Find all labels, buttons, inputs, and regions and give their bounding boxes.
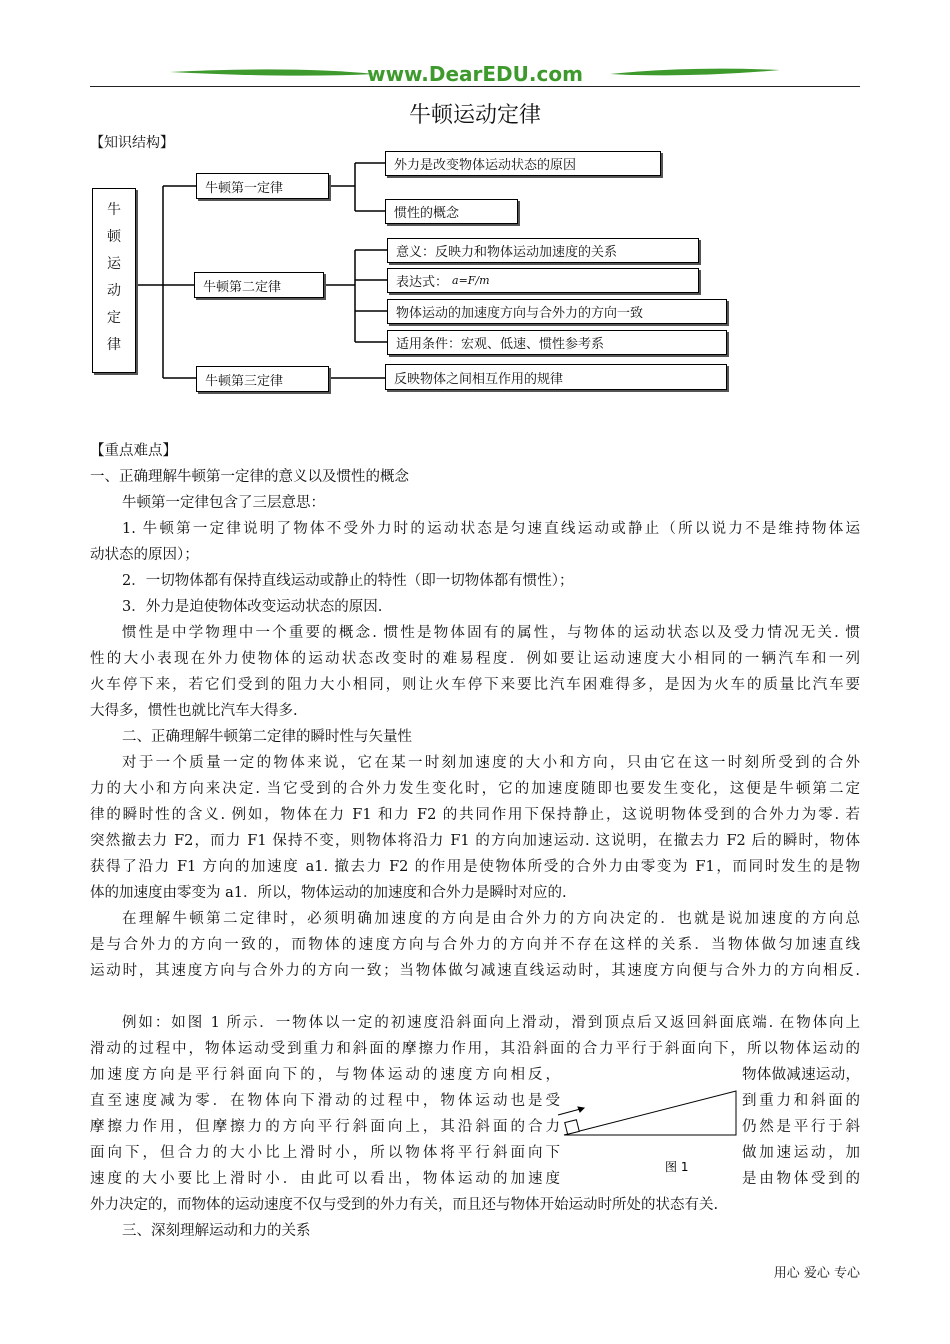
paragraph-line: 惯性是中学物理中一个重要的概念. 惯性是物体固有的属性，与物体的运动状态以及受力情况无关. 惯 [122, 625, 860, 641]
paragraph-line: 物体做减速运动， [742, 1067, 860, 1083]
node-law2-item: 物体运动的加速度方向与合外力的方向一致 [387, 299, 727, 324]
root-char: 牛 [107, 202, 121, 218]
node-law1-item: 外力是改变物体运动状态的原因 [385, 151, 661, 176]
node-law1-item: 惯性的概念 [385, 199, 518, 224]
paragraph-line: 外力决定的，而物体的运动速度不仅与受到的外力有关，而且还与物体开始运动时所处的状态有关. [90, 1197, 719, 1213]
paragraph: 动状态的原因）； [90, 547, 199, 563]
example-end [90, 1192, 860, 1244]
paragraph-line: 律的瞬时性的含义. 例如，物体在力 F1 和力 F2 的共同作用下保持静止，这说明物体受到的合外力为零. 若 [90, 807, 860, 823]
paragraph-line: 火车停下来，若它们受到的阻力大小相同，则让火车停下来要比汽车困难得多，是因为火车的质量比汽车要 [90, 677, 860, 693]
paragraph-line: 直至速度减为零．在物体向下滑动的过程中，物体运动也是受 [90, 1093, 560, 1109]
section-heading: 一、正确理解牛顿第一定律的意义以及惯性的概念 [90, 469, 409, 485]
key-section [90, 438, 860, 984]
structure-heading: 【知识结构】 [90, 135, 174, 151]
paragraph-line: 摩擦力作用，但摩擦力的方向平行斜面向上，其沿斜面的合力 [90, 1119, 560, 1135]
paragraph-line: 速度的大小要比上滑时小．由此可以看出，物体运动的加速度 [90, 1171, 560, 1187]
paragraph-line: 大得多，惯性也就比汽车大得多. [90, 703, 298, 719]
node-law3: 牛顿第三定律 [196, 366, 329, 392]
arrow-head [578, 1107, 584, 1112]
section-heading: 三、深刻理解运动和力的关系 [122, 1223, 311, 1239]
figure-1-incline [552, 1085, 742, 1180]
node-law2-item: 适用条件：宏观、低速、惯性参考系 [387, 330, 727, 355]
wrap-right-column [742, 1062, 860, 1192]
paragraph: 3．外力是迫使物体改变运动状态的原因. [122, 599, 383, 615]
paragraph-line: 对于一个质量一定的物体来说，它在某一时刻加速度的大小和方向，只由它在这一时刻所受到的合外 [122, 755, 860, 771]
formula: a=F/m [452, 274, 490, 287]
paragraph-line: 加速度方向是平行斜面向下的，与物体运动的速度方向相反， [90, 1067, 560, 1083]
site-logo-text: www.DearEDU.com [367, 62, 583, 86]
wrap-left-column [90, 1062, 560, 1192]
paragraph-line: 到重力和斜面的 [742, 1093, 860, 1109]
node-law2-formula [387, 268, 699, 293]
root-char: 动 [107, 283, 121, 299]
paragraph-line: 体的加速度由零变为 a1．所以，物体运动的加速度和合外力是瞬时对应的. [90, 885, 567, 901]
node-law3-item: 反映物体之间相互作用的规律 [385, 364, 727, 390]
paragraph: 2．一切物体都有保持直线运动或静止的特性（即一切物体都有惯性）； [122, 573, 574, 589]
paragraph-line: 仍然是平行于斜 [742, 1119, 860, 1135]
root-char: 律 [107, 337, 121, 353]
root-node-newton-laws [92, 188, 136, 373]
paragraph-line: 在理解牛顿第二定律时，必须明确加速度的方向是由合外力的方向决定的．也就是说加速度的方向总 [122, 911, 860, 927]
example-section [90, 1010, 860, 1062]
paragraph-line: 是由物体受到的 [742, 1171, 860, 1187]
section-heading: 二、正确理解牛顿第二定律的瞬时性与矢量性 [122, 729, 412, 745]
node-law1: 牛顿第一定律 [196, 173, 329, 199]
paragraph-line: 面向下，但合力的大小比上滑时小，所以物体将平行斜面向下 [90, 1145, 560, 1161]
root-char: 运 [107, 256, 121, 272]
root-char: 定 [107, 310, 121, 326]
node-law2-item: 意义：反映力和物体运动加速度的关系 [387, 238, 699, 263]
figure-caption: 图 1 [665, 1160, 689, 1174]
paragraph: 1. 牛顿第一定律说明了物体不受外力时的运动状态是匀速直线运动或静止（所以说力不是维持物体运 [122, 521, 860, 537]
formula-label: 表达式： [396, 275, 449, 290]
paragraph-line: 做加速运动，加 [742, 1145, 860, 1161]
paragraph-line: 是与合外力的方向一致的，而物体的速度方向与合外力的方向并不存在这样的关系．当物体做匀加速直线 [90, 937, 860, 953]
root-char: 顿 [107, 229, 121, 245]
paragraph-line: 运动时，其速度方向与合外力的方向一致；当物体做匀减速直线运动时，其速度方向便与合外力的方向相反. [90, 963, 860, 979]
paragraph-line: 突然撤去力 F2，而力 F1 保持不变，则物体将沿力 F1 的方向加速运动. 这说明，在撤去力 F2 后的瞬时，物体 [90, 833, 860, 849]
block [565, 1120, 580, 1135]
key-heading: 【重点难点】 [90, 443, 177, 459]
footer-slogan: 用心 爱心 专心 [773, 1266, 860, 1281]
node-law2: 牛顿第二定律 [194, 272, 324, 298]
paragraph-line: 例如：如图 1 所示．一物体以一定的初速度沿斜面向上滑动，滑到顶点后又返回斜面底端. 在物体向上 [122, 1015, 860, 1031]
paragraph-line: 滑动的过程中，物体运动受到重力和斜面的摩擦力作用，其沿斜面的合力平行于斜面向下，所以物体运动的 [90, 1041, 860, 1057]
incline-triangle [564, 1091, 736, 1135]
page-title: 牛顿运动定律 [408, 103, 541, 128]
paragraph-line: 力的大小和方向来决定. 当它受到的合外力发生变化时，它的加速度随即也要发生变化，这便是牛顿第二定 [90, 781, 860, 797]
paragraph-line: 获得了沿力 F1 方向的加速度 a1. 撤去力 F2 的作用是使物体所受的合外力由零变为 F1，而同时发生的是物 [90, 859, 860, 875]
paragraph-line: 性的大小表现在外力使物体的运动状态改变时的难易程度．例如要让运动速度大小相同的一辆汽车和一列 [90, 651, 860, 667]
paragraph: 牛顿第一定律包含了三层意思： [122, 495, 325, 511]
